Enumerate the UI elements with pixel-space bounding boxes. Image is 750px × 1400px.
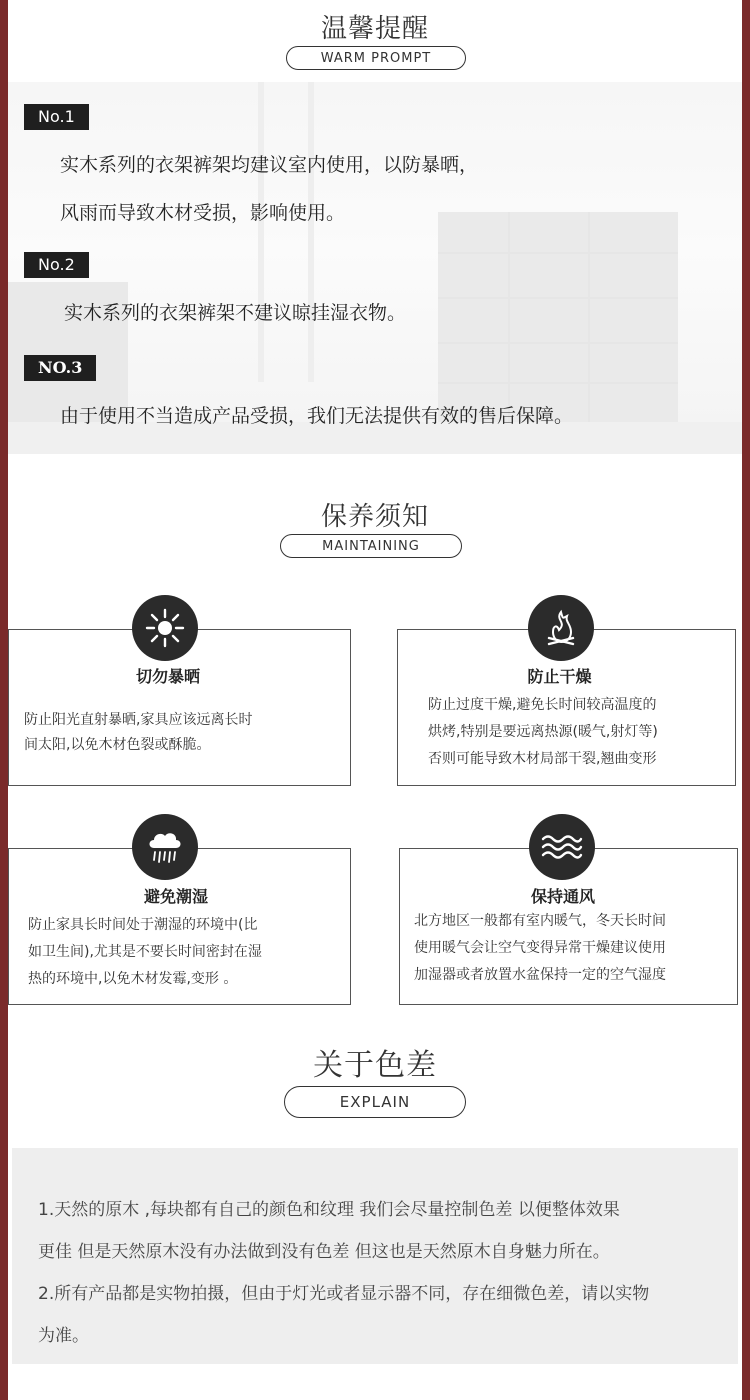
- maintaining-subtitle: MAINTAINING: [280, 534, 462, 558]
- explain-line-4: 为准。: [38, 1326, 89, 1346]
- rain-cloud-icon: [132, 814, 198, 880]
- tip-2-line-1: 实木系列的衣架裤架不建议晾挂湿衣物。: [64, 302, 407, 324]
- warm-prompt-subtitle: WARM PROMPT: [286, 46, 466, 70]
- tip-tag-3: NO.3: [24, 355, 96, 381]
- wind-waves-icon: [529, 814, 595, 880]
- explain-line-2: 更佳 但是天然原木没有办法做到没有色差 但这也是天然原木自身魅力所在。: [38, 1242, 610, 1262]
- sun-icon: [132, 595, 198, 661]
- card-no-sun-title: 切勿暴晒: [135, 667, 200, 686]
- tip-1-line-1: 实木系列的衣架裤架均建议室内使用，以防暴晒，: [60, 154, 479, 176]
- tip-3-line-1: 由于使用不当造成产品受损，我们无法提供有效的售后保障。: [60, 405, 574, 427]
- explain-line-1: 1.天然的原木 ,每块都有自己的颜色和纹理 我们会尽量控制色差 以便整体效果: [38, 1200, 620, 1220]
- card-ventilate-line-1: 北方地区一般都有室内暖气，冬天长时间: [414, 913, 666, 929]
- card-ventilate-title: 保持通风: [530, 887, 595, 906]
- tip-1-line-2: 风雨而导致木材受损，影响使用。: [60, 202, 346, 224]
- warm-prompt-title: 温馨提醒: [320, 14, 429, 44]
- explain-line-3: 2.所有产品都是实物拍摄，但由于灯光或者显示器不同，存在细微色差，请以实物: [38, 1284, 650, 1304]
- card-no-damp-title: 避免潮湿: [143, 887, 208, 906]
- card-no-damp-line-2: 如卫生间),尤其是不要长时间密封在湿: [28, 944, 262, 960]
- card-no-dry-line-2: 烘烤,特别是要远离热源(暖气,射灯等): [428, 724, 658, 740]
- card-no-damp-line-1: 防止家具长时间处于潮湿的环境中(比: [28, 917, 258, 933]
- store-background-image: [8, 82, 742, 454]
- page: [8, 0, 742, 1400]
- tip-tag-2: No.2: [24, 252, 89, 278]
- card-ventilate-line-3: 加湿器或者放置水盆保持一定的空气湿度: [414, 967, 666, 983]
- card-no-dry-title: 防止干燥: [527, 667, 592, 686]
- explain-title: 关于色差: [313, 1048, 437, 1083]
- card-ventilate-line-2: 使用暖气会让空气变得异常干燥建议使用: [414, 940, 666, 956]
- card-no-sun-line-2: 间太阳,以免木材色裂或酥脆。: [24, 737, 211, 753]
- maintaining-title: 保养须知: [320, 502, 429, 532]
- card-no-sun-line-1: 防止阳光直射暴晒,家具应该远离长时: [24, 712, 253, 728]
- card-no-dry-line-3: 否则可能导致木材局部干裂,翘曲变形: [428, 751, 657, 767]
- explain-subtitle: EXPLAIN: [284, 1086, 466, 1118]
- fire-icon: [528, 595, 594, 661]
- card-no-dry-line-1: 防止过度干燥,避免长时间较高温度的: [428, 697, 657, 713]
- card-no-damp-line-3: 热的环境中,以免木材发霉,变形 。: [28, 971, 238, 987]
- tip-tag-1: No.1: [24, 104, 89, 130]
